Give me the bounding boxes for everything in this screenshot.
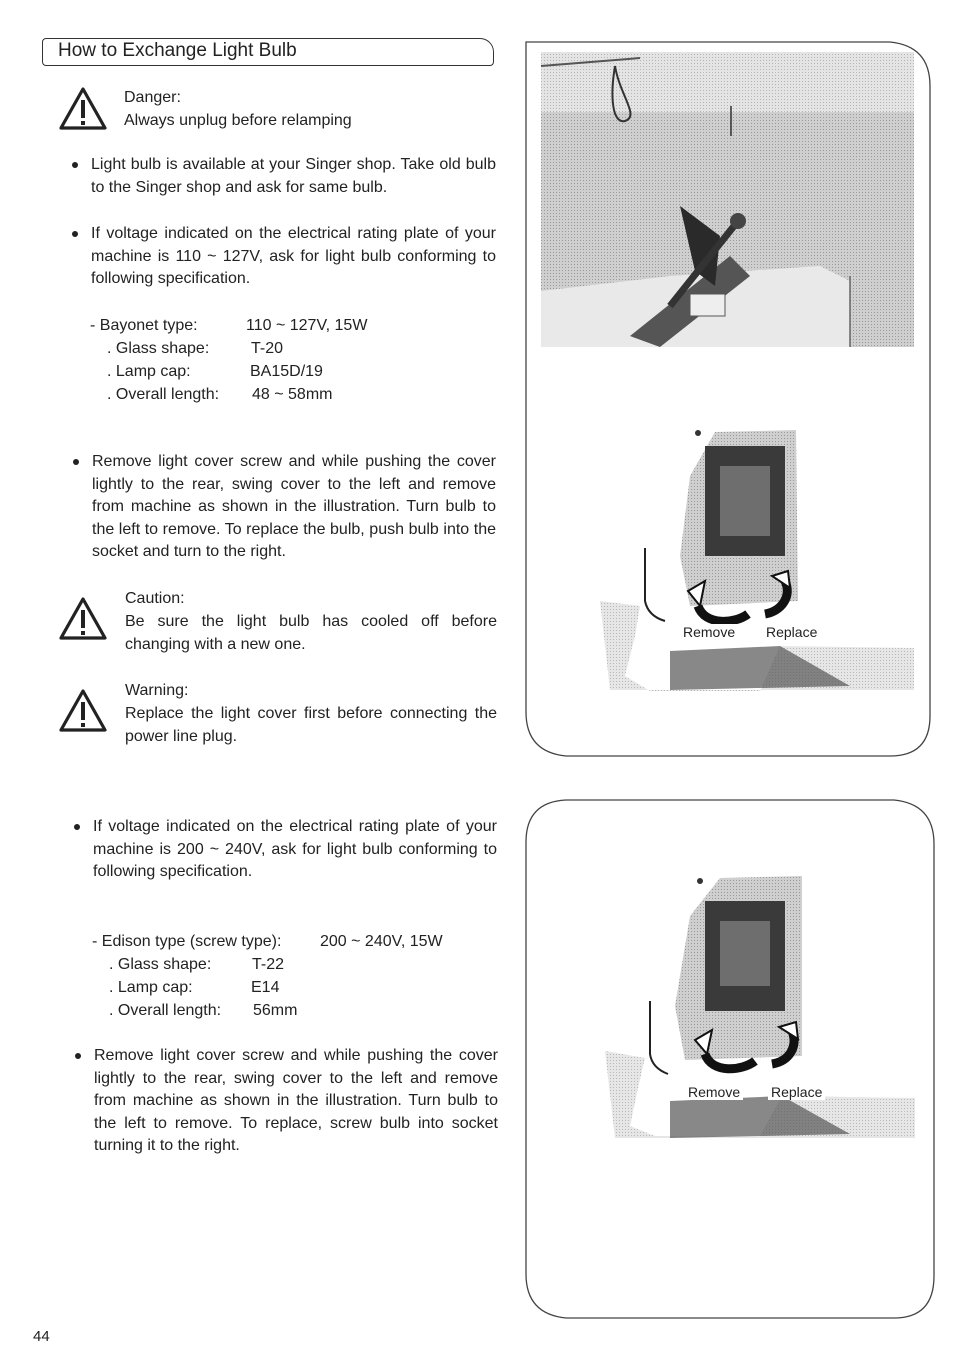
spec-value: 200 ~ 240V, 15W	[320, 933, 443, 950]
spec-label: - Bayonet type:	[90, 317, 198, 334]
bullet-paragraph-2: If voltage indicated on the electrical rating plate of your machine is 110 ~ 127V, ask for light bulb conforming to following specification.	[91, 225, 496, 288]
spec-row	[92, 930, 472, 953]
warning-triangle-icon	[58, 688, 108, 733]
bullet-paragraph-1: Light bulb is available at your Singer shop. Take old bulb to the Singer shop and ask for same bulb.	[91, 156, 496, 196]
spec-list-220v	[92, 930, 472, 1022]
spec-label: . Lamp cap:	[109, 979, 193, 996]
spec-value: T-20	[251, 340, 284, 357]
bullet-dot	[72, 162, 78, 168]
spec-label: . Overall length:	[109, 1002, 222, 1019]
spec-row	[92, 999, 472, 1022]
replace-label-top: Replace	[763, 624, 820, 640]
illustration-panel-bottom	[520, 796, 940, 1324]
section-title-box	[42, 38, 494, 66]
spec-label: . Lamp cap:	[107, 363, 191, 380]
bullet-paragraph-3: Remove light cover screw and while pushing the cover lightly to the rear, swing cover to the left and remove from machine as shown in the illustration. Turn bulb to the left to remove. To replace the bulb, push bulb into the socket and turn to the right.	[92, 453, 496, 561]
warning-note	[125, 679, 497, 748]
spec-row	[90, 360, 410, 383]
spec-value: BA15D/19	[250, 363, 323, 380]
danger-note	[124, 86, 352, 132]
bulb-socket-illustration-top	[600, 430, 914, 691]
spec-value: 56mm	[253, 1002, 298, 1019]
caution-text: Be sure the light bulb has cooled off before changing with a new one.	[125, 613, 497, 653]
spec-label: . Overall length:	[107, 386, 220, 403]
spec-row	[92, 976, 472, 999]
spec-row	[90, 314, 410, 337]
caution-heading: Caution:	[125, 590, 185, 607]
danger-warning-triangle-icon	[58, 86, 108, 131]
bullet-dot	[74, 824, 80, 830]
bullet-dot	[73, 459, 79, 465]
spec-row	[90, 383, 410, 406]
spec-list-110v	[90, 314, 410, 406]
danger-heading: Danger:	[124, 89, 181, 106]
bullet-paragraph-5: Remove light cover screw and while pushing the cover lightly to the rear, swing cover to the left and remove from machine as shown in the illustration. Turn bulb to the left to remove. To replace, screw bulb into socket turning it to the right.	[94, 1047, 498, 1155]
spec-label: . Glass shape:	[109, 956, 212, 973]
spec-label: - Edison type (screw type):	[92, 933, 282, 950]
replace-label-bottom: Replace	[768, 1084, 825, 1100]
remove-label-bottom: Remove	[685, 1084, 743, 1100]
machine-photo	[541, 52, 914, 347]
illustration-panel-top	[520, 36, 936, 762]
danger-text: Always unplug before relamping	[124, 112, 352, 129]
bullet-dot	[75, 1053, 81, 1059]
caution-warning-triangle-icon	[58, 596, 108, 641]
spec-row	[92, 953, 472, 976]
spec-value: 48 ~ 58mm	[252, 386, 333, 403]
page-title: How to Exchange Light Bulb	[58, 40, 297, 61]
spec-value: T-22	[252, 956, 285, 973]
warning-text: Replace the light cover first before connecting the power line plug.	[125, 705, 497, 745]
warning-heading: Warning:	[125, 682, 189, 699]
bullet-paragraph-4: If voltage indicated on the electrical rating plate of your machine is 200 ~ 240V, ask for light bulb conforming to following specification.	[93, 818, 497, 881]
page-number: 44	[33, 1328, 50, 1345]
remove-label-top: Remove	[680, 624, 738, 640]
spec-value: 110 ~ 127V, 15W	[246, 317, 368, 334]
bullet-dot	[72, 231, 78, 237]
spec-label: . Glass shape:	[107, 340, 210, 357]
bulb-socket-illustration-bottom	[605, 876, 915, 1138]
spec-value: E14	[251, 979, 280, 996]
spec-row	[90, 337, 410, 360]
caution-note	[125, 587, 497, 656]
